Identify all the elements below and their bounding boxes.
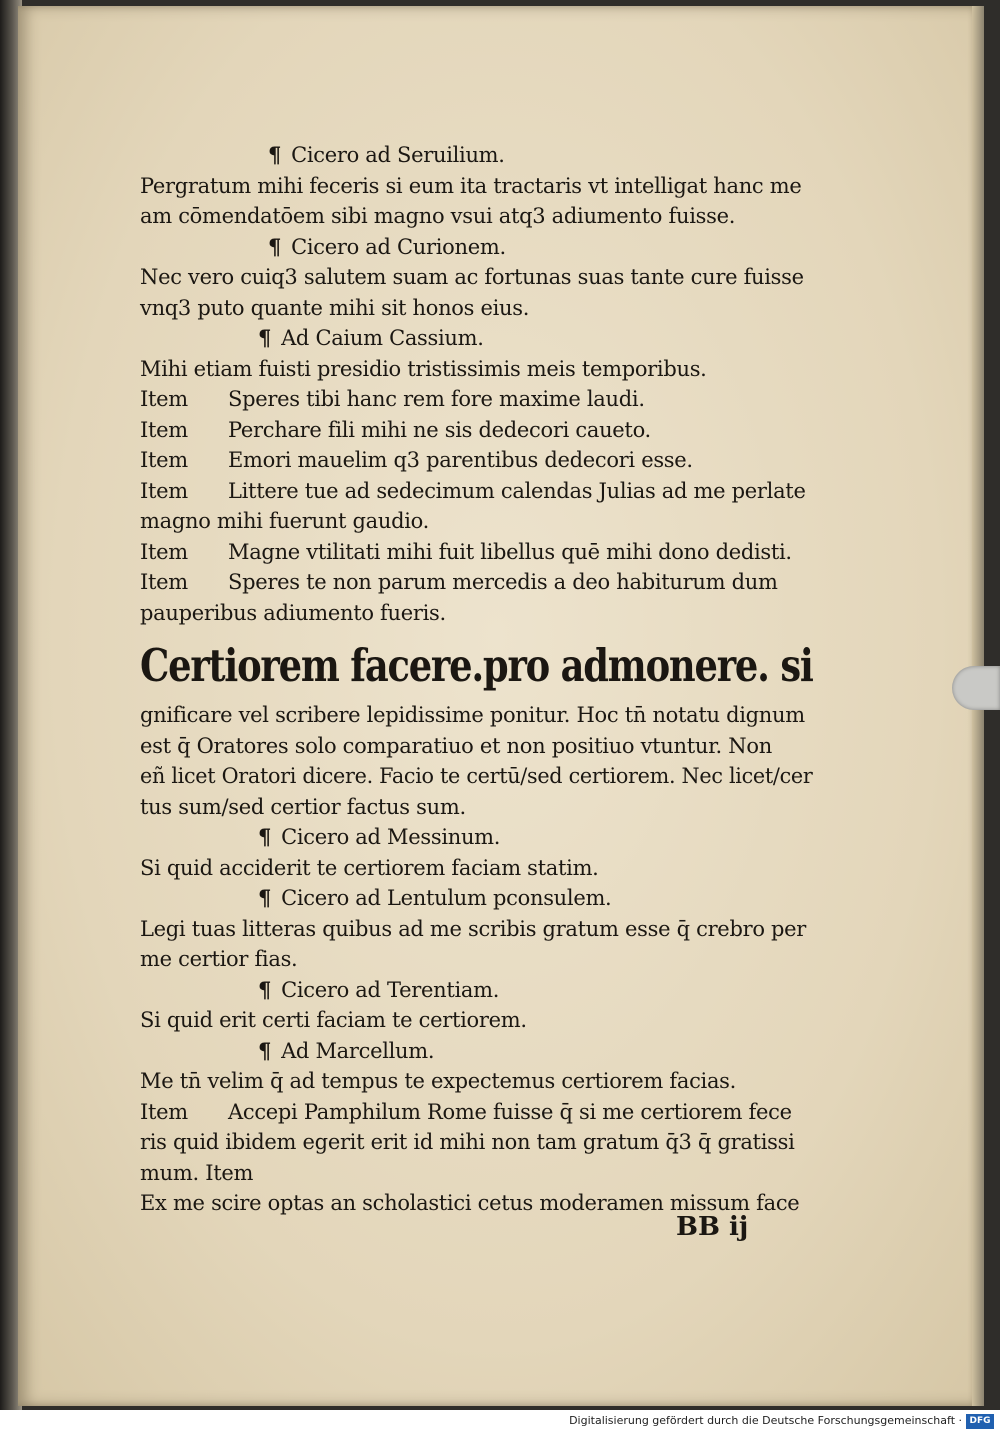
item-label: Item: [140, 448, 188, 472]
body-text-line: ris quid ibidem egerit erit id mihi non tam gratum q̄3 q̄ gratissi: [140, 1130, 795, 1154]
body-text-line: eñ licet Oratori dicere. Facio te certū/sed certiorem. Nec licet/cer: [140, 764, 813, 788]
item-label: Item: [140, 417, 188, 442]
item-line: [140, 476, 812, 507]
body-text-line: Nec vero cuiq3 salutem suam ac fortunas suas tante cure fuisse: [140, 265, 804, 289]
body-text-line: tus sum/sed certior factus sum.: [140, 794, 466, 819]
item-text: Emori mauelim q3 parentibus dedecori esse.: [228, 448, 693, 472]
body-text-line: Ex me scire optas an scholastici cetus moderamen missum face: [140, 1191, 800, 1215]
section-heading: [140, 883, 812, 914]
body-text-line: gnificare vel scribere lepidissime ponitur. Hoc tn̄ notatu dignum: [140, 703, 805, 727]
footer-credit: Digitalisierung gefördert durch die Deutsche Forschungsgemeinschaft ·: [569, 1414, 962, 1427]
heading-text: Cicero ad Curionem.: [291, 234, 506, 259]
section-heading: [140, 822, 812, 853]
pilcrow-icon: ¶: [268, 142, 282, 167]
pilcrow-icon: ¶: [258, 325, 272, 350]
body-text-line: Mihi etiam fuisti presidio tristissimis meis temporibus.: [140, 356, 707, 381]
item-line: [140, 445, 812, 476]
body-text-line: Legi tuas litteras quibus ad me scribis gratum esse q̄ crebro per: [140, 916, 807, 941]
item-line: [140, 537, 812, 568]
section-heading: [140, 975, 812, 1006]
heading-text: Cicero ad Messinum.: [281, 825, 501, 849]
item-text: Littere tue ad sedecimum calendas Julias ad me perlate: [228, 478, 806, 503]
dfg-logo: DFG: [966, 1414, 994, 1429]
item-label: Item: [140, 1099, 188, 1124]
pilcrow-icon: ¶: [258, 1037, 272, 1063]
section-heading: [140, 232, 812, 263]
body-text-line: pauperibus adiumento fueris.: [140, 600, 446, 625]
body-text-line: Pergratum mihi feceris si eum ita tractaris vt intelligat hanc me: [140, 173, 802, 198]
headword-line: Certiorem facere.pro admonere. si: [140, 639, 813, 692]
body-text-line: am cōmendatōem sibi magno vsui atq3 adiumento fuisse.: [140, 204, 736, 228]
text-block: [140, 140, 812, 1219]
section-heading: [140, 323, 812, 354]
signature-mark: BB ij: [676, 1212, 749, 1242]
item-text: Speres tibi hanc rem fore maxime laudi.: [228, 387, 645, 411]
item-label: Item: [140, 478, 188, 503]
heading-text: Ad Caium Cassium.: [281, 326, 484, 350]
item-line: [140, 1097, 812, 1128]
pilcrow-icon: ¶: [258, 885, 272, 910]
body-text-line: Si quid acciderit te certiorem faciam statim.: [140, 855, 599, 880]
body-text-line: Me tn̄ velim q̄ ad tempus te expectemus certiorem facias.: [140, 1069, 737, 1093]
pilcrow-icon: ¶: [258, 976, 272, 1002]
body-text-line: magno mihi fuerunt gaudio.: [140, 509, 429, 533]
body-text-line: mum. Item: [140, 1160, 254, 1185]
heading-text: Ad Marcellum.: [281, 1038, 435, 1063]
item-line: [140, 567, 812, 598]
item-label: Item: [140, 387, 188, 411]
item-text: Accepi Pamphilum Rome fuisse q̄ si me certiorem fece: [228, 1099, 792, 1124]
heading-text: Cicero ad Seruilium.: [291, 143, 505, 167]
item-text: Perchare fili mihi ne sis dedecori caueto.: [228, 417, 651, 442]
footer-bar: [0, 1410, 1000, 1434]
body-text-line: est q̄ Oratores solo comparatiuo et non positiuo vtuntur. Non: [140, 733, 772, 758]
heading-text: Cicero ad Terentiam.: [281, 977, 500, 1002]
item-line: [140, 415, 812, 446]
section-heading: [140, 1036, 812, 1067]
section-heading: [140, 140, 812, 171]
pilcrow-icon: ¶: [268, 233, 282, 259]
pilcrow-icon: ¶: [258, 824, 272, 849]
item-text: Speres te non parum mercedis a deo habiturum dum: [228, 570, 778, 594]
body-text-line: me certior fias.: [140, 947, 298, 971]
body-text-line: vnq3 puto quante mihi sit honos eius.: [140, 295, 530, 320]
bookmark-tab: [952, 666, 1000, 710]
body-text-line: Si quid erit certi faciam te certiorem.: [140, 1008, 527, 1032]
item-label: Item: [140, 539, 188, 564]
item-label: Item: [140, 570, 188, 594]
item-line: [140, 384, 812, 415]
heading-text: Cicero ad Lentulum pconsulem.: [281, 886, 612, 910]
item-text: Magne vtilitati mihi fuit libellus quē mihi dono dedisti.: [228, 539, 792, 564]
